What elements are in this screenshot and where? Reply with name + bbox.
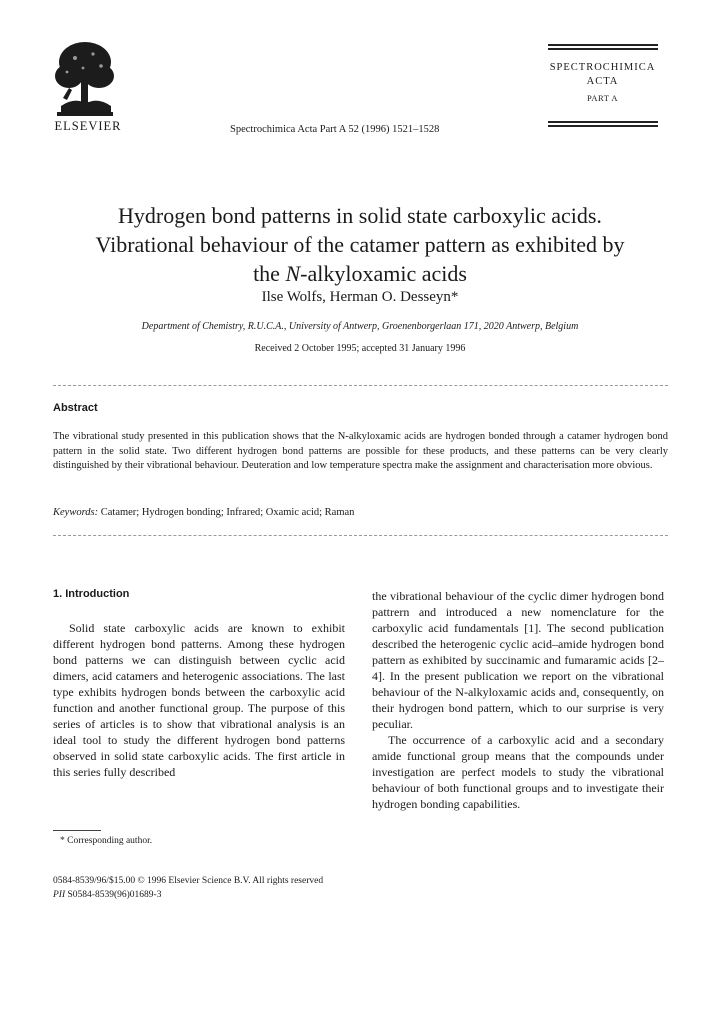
title-line-3 [40, 259, 680, 288]
abstract-text: The vibrational study presented in this publication shows that the N-alkyloxamic acids are hydrogen bonded through a catamer hydrogen bond pattern in the solid state. Two different hydrogen bond patterns are possible for these products, and these patterns can be very clearly distinguished by their vibrational behaviour. Deuteration and low temperature spectra make the assignment and characterisation more obvious. [53, 431, 668, 472]
pii-label: PII [53, 890, 66, 900]
authors: Ilse Wolfs, Herman O. Desseyn* [261, 289, 459, 305]
received-dates: Received 2 October 1995; accepted 31 January 1996 [254, 343, 466, 354]
divider-top [53, 385, 668, 386]
footnote: * Corresponding author. [60, 836, 153, 846]
title-line-1: Hydrogen bond patterns in solid state carboxylic acids. [118, 203, 602, 228]
intro-paragraph-2: the vibrational behaviour of the cyclic dimer hydrogen bond pattrern and introduced a new nomenclature for the carboxylic acid fundamentals [1]. The second publication described the heterogenic cyclic acid–amide hydrogen bond pattern as exhibited by succinamic and fumaramic acids [2–4]. In the present publication we report on the vibrational behaviour of the N-alkyloxamic acids and, consequently, on their hydrogen bond pattern, which to our surprise is very peculiar. [372, 589, 664, 731]
article-title [40, 201, 680, 288]
intro-paragraph-3: The occurrence of a carboxylic acid and a secondary amide functional group means that the compounds under investigation are perfect models to study the vibrational behaviour of both functional groups and to investigate their hydrogen bonding capabilities. [372, 733, 664, 811]
publisher-name: ELSEVIER [54, 119, 122, 133]
journal-part: PART A [586, 93, 619, 103]
title-line-3-pre: the [253, 261, 286, 286]
affiliation: Department of Chemistry, R.U.C.A., University of Antwerp, Groenenborgerlaan 171, 2020 Antwerp, Belgium [141, 321, 579, 332]
keywords [53, 507, 668, 518]
right-column [372, 588, 664, 812]
left-column [53, 620, 345, 780]
copyright-block [53, 874, 323, 902]
abstract-heading: Abstract [53, 402, 98, 414]
journal-name-line1: SPECTROCHIMICA [549, 62, 656, 73]
keywords-list: Catamer; Hydrogen bonding; Infrared; Oxamic acid; Raman [98, 507, 355, 518]
copyright-line: 0584-8539/96/$15.00 © 1996 Elsevier Science B.V. All rights reserved [53, 876, 324, 886]
journal-citation: Spectrochimica Acta Part A 52 (1996) 1521–1528 [230, 124, 440, 135]
divider-bottom [53, 535, 668, 536]
keywords-label: Keywords: [53, 507, 99, 518]
title-line-3-italic: N [285, 261, 301, 286]
journal-name-line2: ACTA [586, 76, 619, 87]
pii-line [53, 888, 323, 902]
pii-value: S0584-8539(96)01689-3 [65, 890, 162, 900]
title-line-2: Vibrational behaviour of the catamer pattern as exhibited by [95, 232, 625, 257]
title-line-3-post: -alkyloxamic acids [300, 261, 467, 286]
intro-paragraph-1: Solid state carboxylic acids are known to exhibit different hydrogen bond patterns. Among these hydrogen bond patterns we can distinguish between cyclic acid dimers, acid catamers and heterogenic associations. The last type exhibits hydrogen bonds between the carboxylic acid function and another functional group. The purpose of this series of articles is to show that vibrational analysis is an ideal tool to study the different hydrogen bond patterns observed in solid state carboxylic acids. The first article in this series fully described [53, 621, 345, 779]
journal-rule-top [548, 44, 658, 52]
elsevier-logo-icon [53, 40, 117, 118]
section-heading: 1. Introduction [53, 588, 130, 600]
journal-rule-bottom [548, 121, 658, 129]
journal-name [540, 61, 665, 89]
footnote-rule [53, 830, 101, 831]
